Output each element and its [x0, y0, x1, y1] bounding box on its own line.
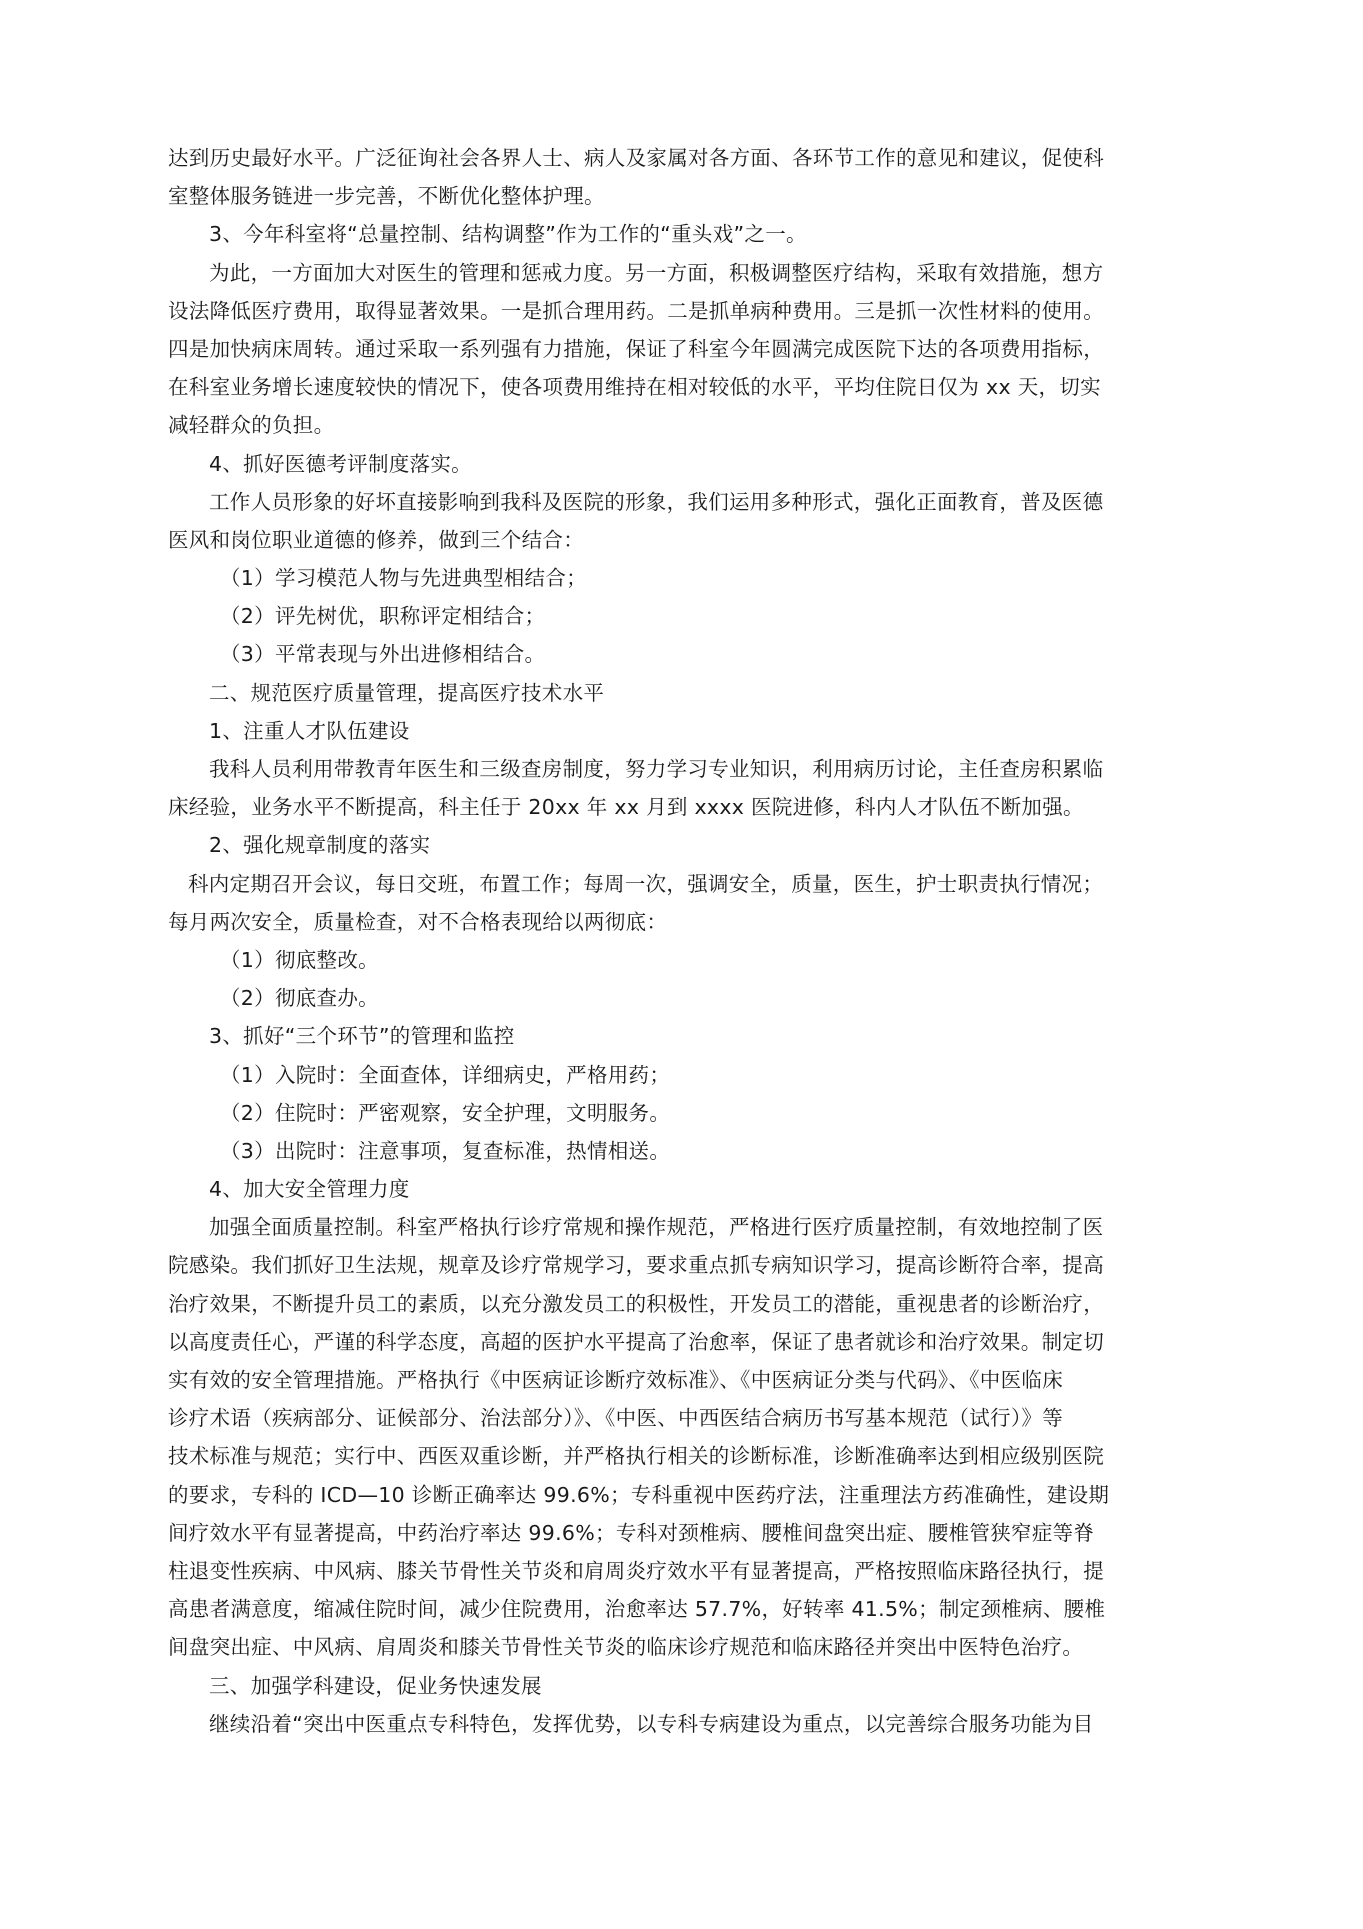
text-line: 3、今年科室将“总量控制、结构调整”作为工作的“重头戏”之一。 [209, 222, 807, 247]
text-line: （1）入院时：全面查体，详细病史，严格用药； [220, 1062, 671, 1087]
text-line: 2、强化规章制度的落实 [209, 833, 431, 858]
text-line: 达到历史最好水平。广泛征询社会各界人士、病人及家属对各方面、各环节工作的意见和建议，促使科 [168, 146, 1104, 170]
text-line: （2）评先树优，职称评定相结合； [220, 604, 546, 629]
text-line: 工作人员形象的好坏直接影响到我科及医院的形象，我们运用多种形式，强化正面教育，普及医德 [209, 489, 1104, 514]
text-line: 技术标准与规范；实行中、西医双重诊断，并严格执行相关的诊断标准，诊断准确率达到相应级别医院 [168, 1444, 1104, 1469]
text-line: 每月两次安全，质量检查，对不合格表现给以两彻底： [168, 909, 668, 934]
text-line: （3）出院时：注意事项，复查标准，热情相送。 [220, 1138, 671, 1163]
text-line: 在科室业务增长速度较快的情况下，使各项费用维持在相对较低的水平，平均住院日仅为 xx 天，切实 [168, 375, 1101, 400]
text-line: 继续沿着“突出中医重点专科特色，发挥优势，以专科专病建设为重点，以完善综合服务功能为目 [209, 1711, 1094, 1736]
text-line: 间盘突出症、中风病、肩周炎和膝关节骨性关节炎的临床诊疗规范和临床路径并突出中医特色治疗。 [168, 1635, 1084, 1660]
text-line: 以高度责任心，严谨的科学态度，高超的医护水平提高了治愈率，保证了患者就诊和治疗效果。制定切 [168, 1329, 1104, 1354]
text-line: 实有效的安全管理措施。严格执行《中医病证诊断疗效标准》、《中医病证分类与代码》、《中医临床 [168, 1368, 1063, 1392]
text-line: 室整体服务链进一步完善，不断优化整体护理。 [168, 184, 605, 209]
text-line: 柱退变性疾病、中风病、膝关节骨性关节炎和肩周炎疗效水平有显著提高，严格按照临床路径执行，提 [168, 1558, 1104, 1583]
text-line: 高患者满意度，缩减住院时间，减少住院费用，治愈率达 57.7%，好转率 41.5%；制定颈椎病、腰椎 [168, 1597, 1106, 1622]
text-line: 科内定期召开会议，每日交班，布置工作；每周一次，强调安全，质量，医生，护士职责执行情况； [188, 871, 1104, 896]
text-line: （1）彻底整改。 [220, 947, 379, 972]
document-page [168, 139, 1208, 1743]
text-line: 三、加强学科建设，促业务快速发展 [209, 1673, 542, 1698]
text-line: 四是加快病床周转。通过采取一系列强有力措施，保证了科室今年圆满完成医院下达的各项费用指标， [168, 336, 1104, 361]
text-line: 医风和岗位职业道德的修养，做到三个结合： [168, 527, 584, 552]
text-line: 减轻群众的负担。 [168, 413, 335, 438]
text-line: 治疗效果，不断提升员工的素质，以充分激发员工的积极性，开发员工的潜能，重视患者的诊断治疗， [168, 1291, 1104, 1316]
text-line: 院感染。我们抓好卫生法规，规章及诊疗常规学习，要求重点抓专病知识学习，提高诊断符合率，提高 [168, 1253, 1104, 1278]
text-line: （3）平常表现与外出进修相结合。 [220, 642, 546, 667]
text-line: 1、注重人才队伍建设 [209, 718, 410, 743]
text-line: 4、抓好医德考评制度落实。 [209, 451, 472, 476]
text-line: （2）住院时：严密观察，安全护理，文明服务。 [220, 1100, 671, 1125]
text-line: 床经验，业务水平不断提高，科主任于 20xx 年 xx 月到 xxxx 医院进修，科内人才队伍不断加强。 [168, 795, 1084, 820]
text-line: 二、规范医疗质量管理，提高医疗技术水平 [209, 680, 605, 705]
text-line: 设法降低医疗费用，取得显著效果。一是抓合理用药。二是抓单病种费用。三是抓一次性材料的使用。 [168, 298, 1104, 323]
text-line: （2）彻底查办。 [220, 986, 379, 1011]
text-line: 的要求，专科的 ICD—10 诊断正确率达 99.6%；专科重视中医药疗法，注重理法方药准确性，建设期 [168, 1482, 1110, 1507]
text-line: （1）学习模范人物与先进典型相结合； [220, 566, 587, 591]
text-line: 诊疗术语（疾病部分、证候部分、治法部分）》、《中医、中西医结合病历书写基本规范（试行）》等 [168, 1406, 1063, 1431]
text-line: 3、抓好“三个环节”的管理和监控 [209, 1024, 515, 1049]
text-line: 4、加大安全管理力度 [209, 1177, 410, 1202]
text-line: 加强全面质量控制。科室严格执行诊疗常规和操作规范，严格进行医疗质量控制，有效地控制了医 [209, 1215, 1104, 1240]
text-line: 我科人员利用带教青年医生和三级查房制度，努力学习专业知识，利用病历讨论，主任查房积累临 [209, 757, 1104, 781]
text-line: 为此，一方面加大对医生的管理和惩戒力度。另一方面，积极调整医疗结构，采取有效措施，想方 [209, 260, 1104, 285]
text-line: 间疗效水平有显著提高，中药治疗率达 99.6%；专科对颈椎病、腰椎间盘突出症、腰椎管狭窄症等脊 [168, 1520, 1095, 1545]
